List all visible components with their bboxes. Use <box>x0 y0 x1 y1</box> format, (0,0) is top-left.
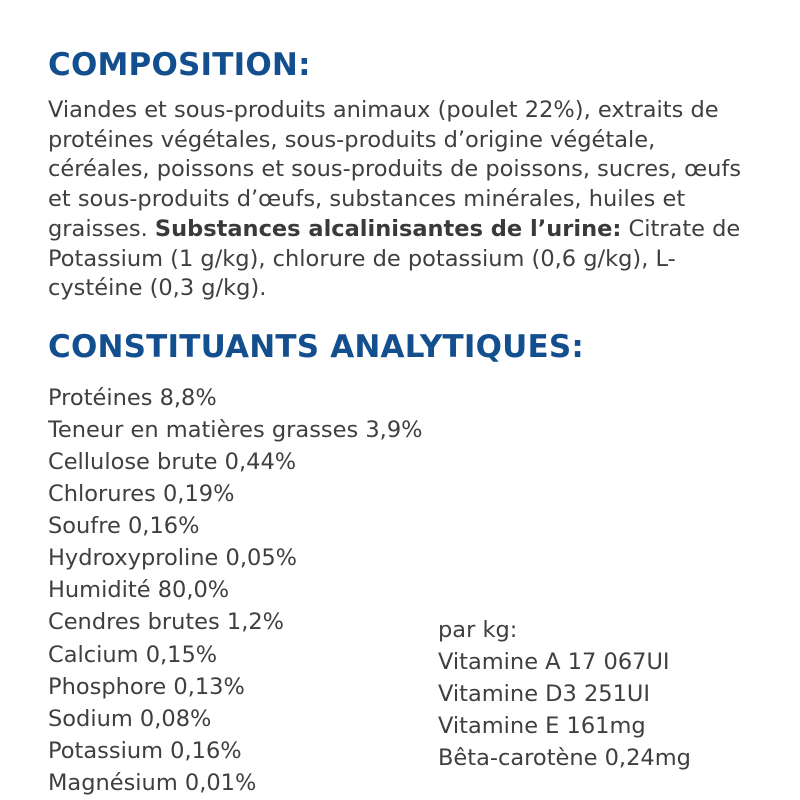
list-item: Teneur en matières grasses 3,9% <box>48 417 423 444</box>
list-item: Sodium 0,08% <box>48 705 212 732</box>
list-item: Vitamine E 161mg <box>438 713 646 740</box>
list-item: Phosphore 0,13% <box>48 673 245 700</box>
composition-paragraph <box>48 96 752 304</box>
list-item: Cendres brutes 1,2% <box>48 609 285 636</box>
list-item: Cellulose brute 0,44% <box>48 449 297 476</box>
composition-text-part2: Citrate de Potassium (1 g/kg), chlorure de potassium (0,6 g/kg), L-cystéine (0,3 g/kg). <box>48 215 741 302</box>
list-item: Calcium 0,15% <box>48 641 218 668</box>
list-item: Chlorures 0,19% <box>48 481 235 508</box>
per-kg-label: par kg: <box>438 617 518 643</box>
list-item: Potassium 0,16% <box>48 737 242 764</box>
analytical-right-column <box>438 382 691 774</box>
list-item: Humidité 80,0% <box>48 577 230 604</box>
list-item: Vitamine A 17 067UI <box>438 649 670 676</box>
composition-heading: COMPOSITION: <box>48 47 311 83</box>
analytical-constituents-heading: CONSTITUANTS ANALYTIQUES: <box>48 328 585 365</box>
list-item: Hydroxyproline 0,05% <box>48 545 298 572</box>
list-item: Vitamine D3 251UI <box>438 681 651 708</box>
list-item: Bêta-carotène 0,24mg <box>438 745 691 772</box>
composition-text-bold: Substances alcalinisantes de l’urine: <box>154 215 622 242</box>
analytical-left-column <box>48 382 438 799</box>
composition-text-part1: Viandes et sous-produits animaux (poulet 22%), extraits de protéines végétales, sous-produits d’origine végétale, céréales, poissons et sous-produits de poissons, sucres, œufs et sous-produits d’œufs, substances minérales, huiles et graisses. <box>48 97 742 242</box>
analytical-constituents-columns <box>48 382 752 799</box>
list-item: Soufre 0,16% <box>48 513 200 540</box>
list-item: Protéines 8,8% <box>48 385 217 411</box>
list-item: Magnésium 0,01% <box>48 769 257 796</box>
